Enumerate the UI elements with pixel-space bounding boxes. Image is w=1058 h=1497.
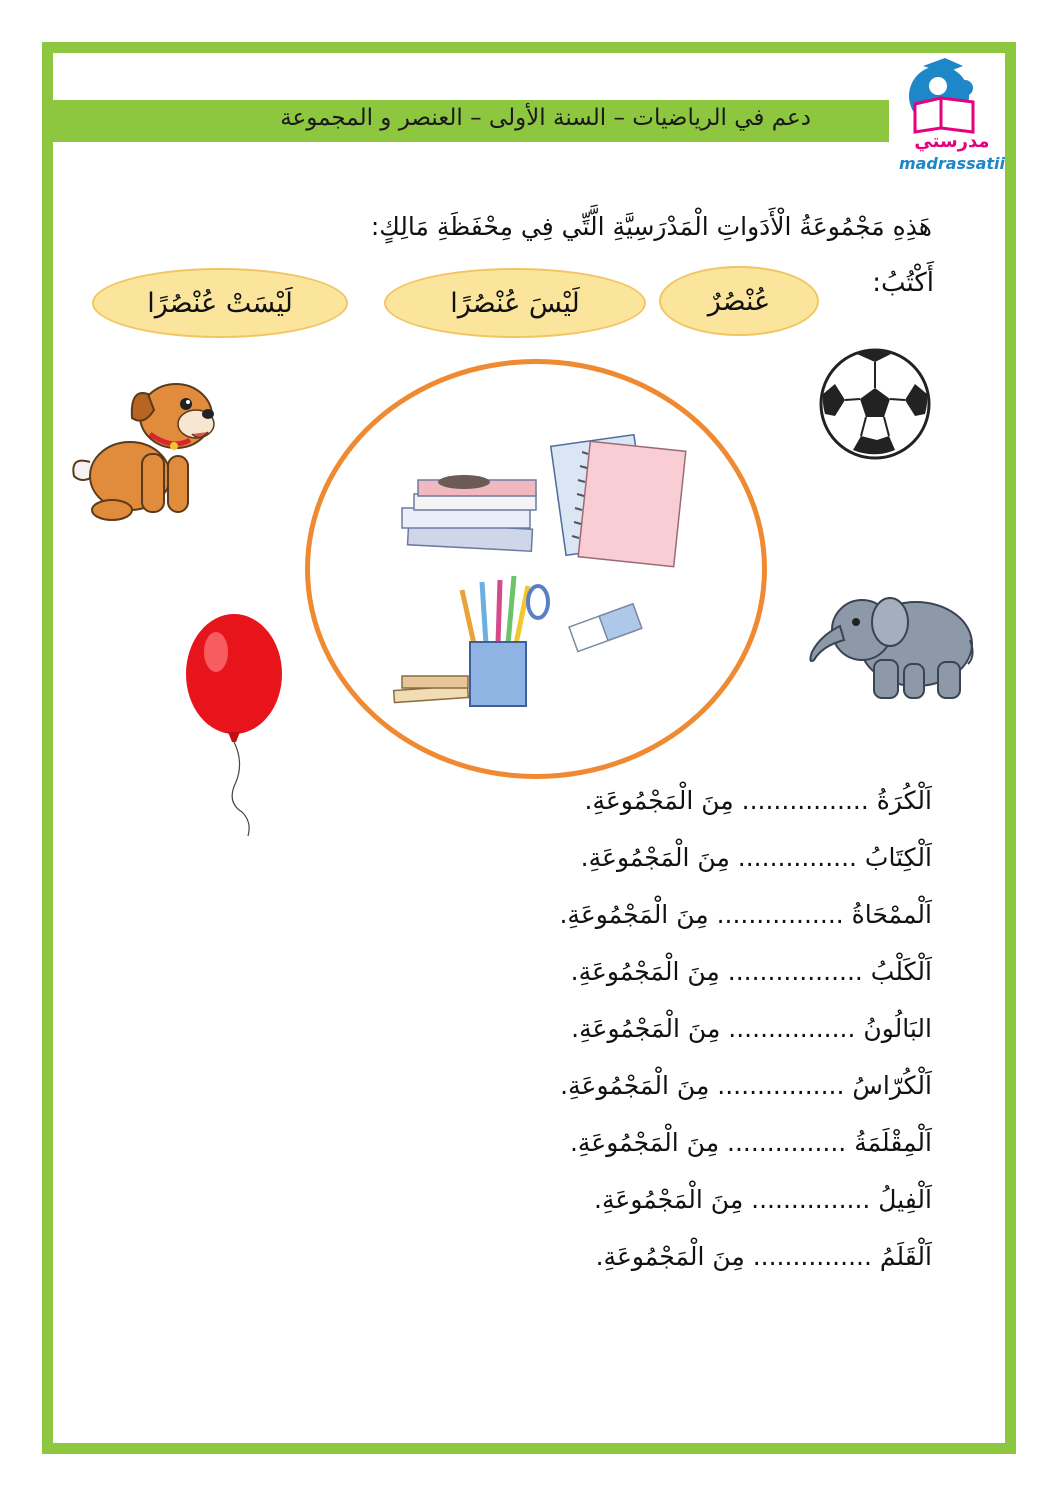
sentence-notebook: اَلْكُرّاسُ ................ مِنَ الْمَجْمُوعَةِ.	[560, 1071, 932, 1100]
sentence-elephant: اَلْفِيلُ ............... مِنَ الْمَجْمُوعَةِ.	[594, 1185, 932, 1214]
title-bar	[53, 100, 889, 142]
sentence-dog: اَلْكَلْبُ ................. مِنَ الْمَجْمُوعَةِ.	[570, 957, 932, 986]
school-supplies-icon	[388, 430, 688, 710]
pencil-cup-icon	[462, 576, 548, 706]
sentence-pencil: اَلْقَلَمُ ............... مِنَ الْمَجْمُوعَةِ.	[595, 1242, 932, 1271]
choice-not-element-m: لَيْسَ عُنْصُرًا	[384, 268, 646, 338]
elephant-icon	[804, 590, 976, 702]
instruction-intro: هَذِهِ مَجْمُوعَةُ الْأَدَواتِ الْمَدْرَسِيَّةِ الَّتِّي فِي مِحْفَظَةِ مَالِكٍ:	[370, 212, 932, 241]
dog-icon	[68, 364, 218, 524]
balloon-icon	[182, 612, 286, 838]
choice-not-element-f: لَيْسَتْ عُنْصُرًا	[92, 268, 348, 338]
instruction-write: أَكْتُبُ:	[872, 268, 934, 298]
logo-arabic-text: مدرستي	[914, 131, 990, 152]
sentence-balloon: البَالُونُ ................ مِنَ الْمَجْمُوعَةِ.	[571, 1014, 932, 1043]
sentence-pencil-case: اَلْمِقْلَمَةُ ............... مِنَ الْمَجْمُوعَةِ.	[569, 1128, 932, 1157]
books-icon	[402, 475, 536, 551]
sentence-ball: اَلْكُرَةُ ................ مِنَ الْمَجْمُوعَةِ.	[584, 786, 932, 815]
fill-in-list	[559, 786, 932, 1299]
small-books-icon	[394, 676, 469, 703]
eraser-icon	[569, 604, 642, 652]
sentence-book: اَلْكِتَابُ ............... مِنَ الْمَجْمُوعَةِ.	[580, 843, 932, 872]
logo-latin-text: madrassatii	[898, 154, 1006, 173]
notebooks-icon	[551, 435, 686, 567]
page-title: دعم في الرياضيات – السنة الأولى – العنصر و المجموعة	[280, 105, 811, 131]
choice-element: عُنْصُرٌ	[659, 266, 819, 336]
sentence-eraser: اَلْممْحَاةُ ................ مِنَ الْمَجْمُوعَةِ.	[559, 900, 932, 929]
soccer-ball-icon	[817, 348, 933, 460]
